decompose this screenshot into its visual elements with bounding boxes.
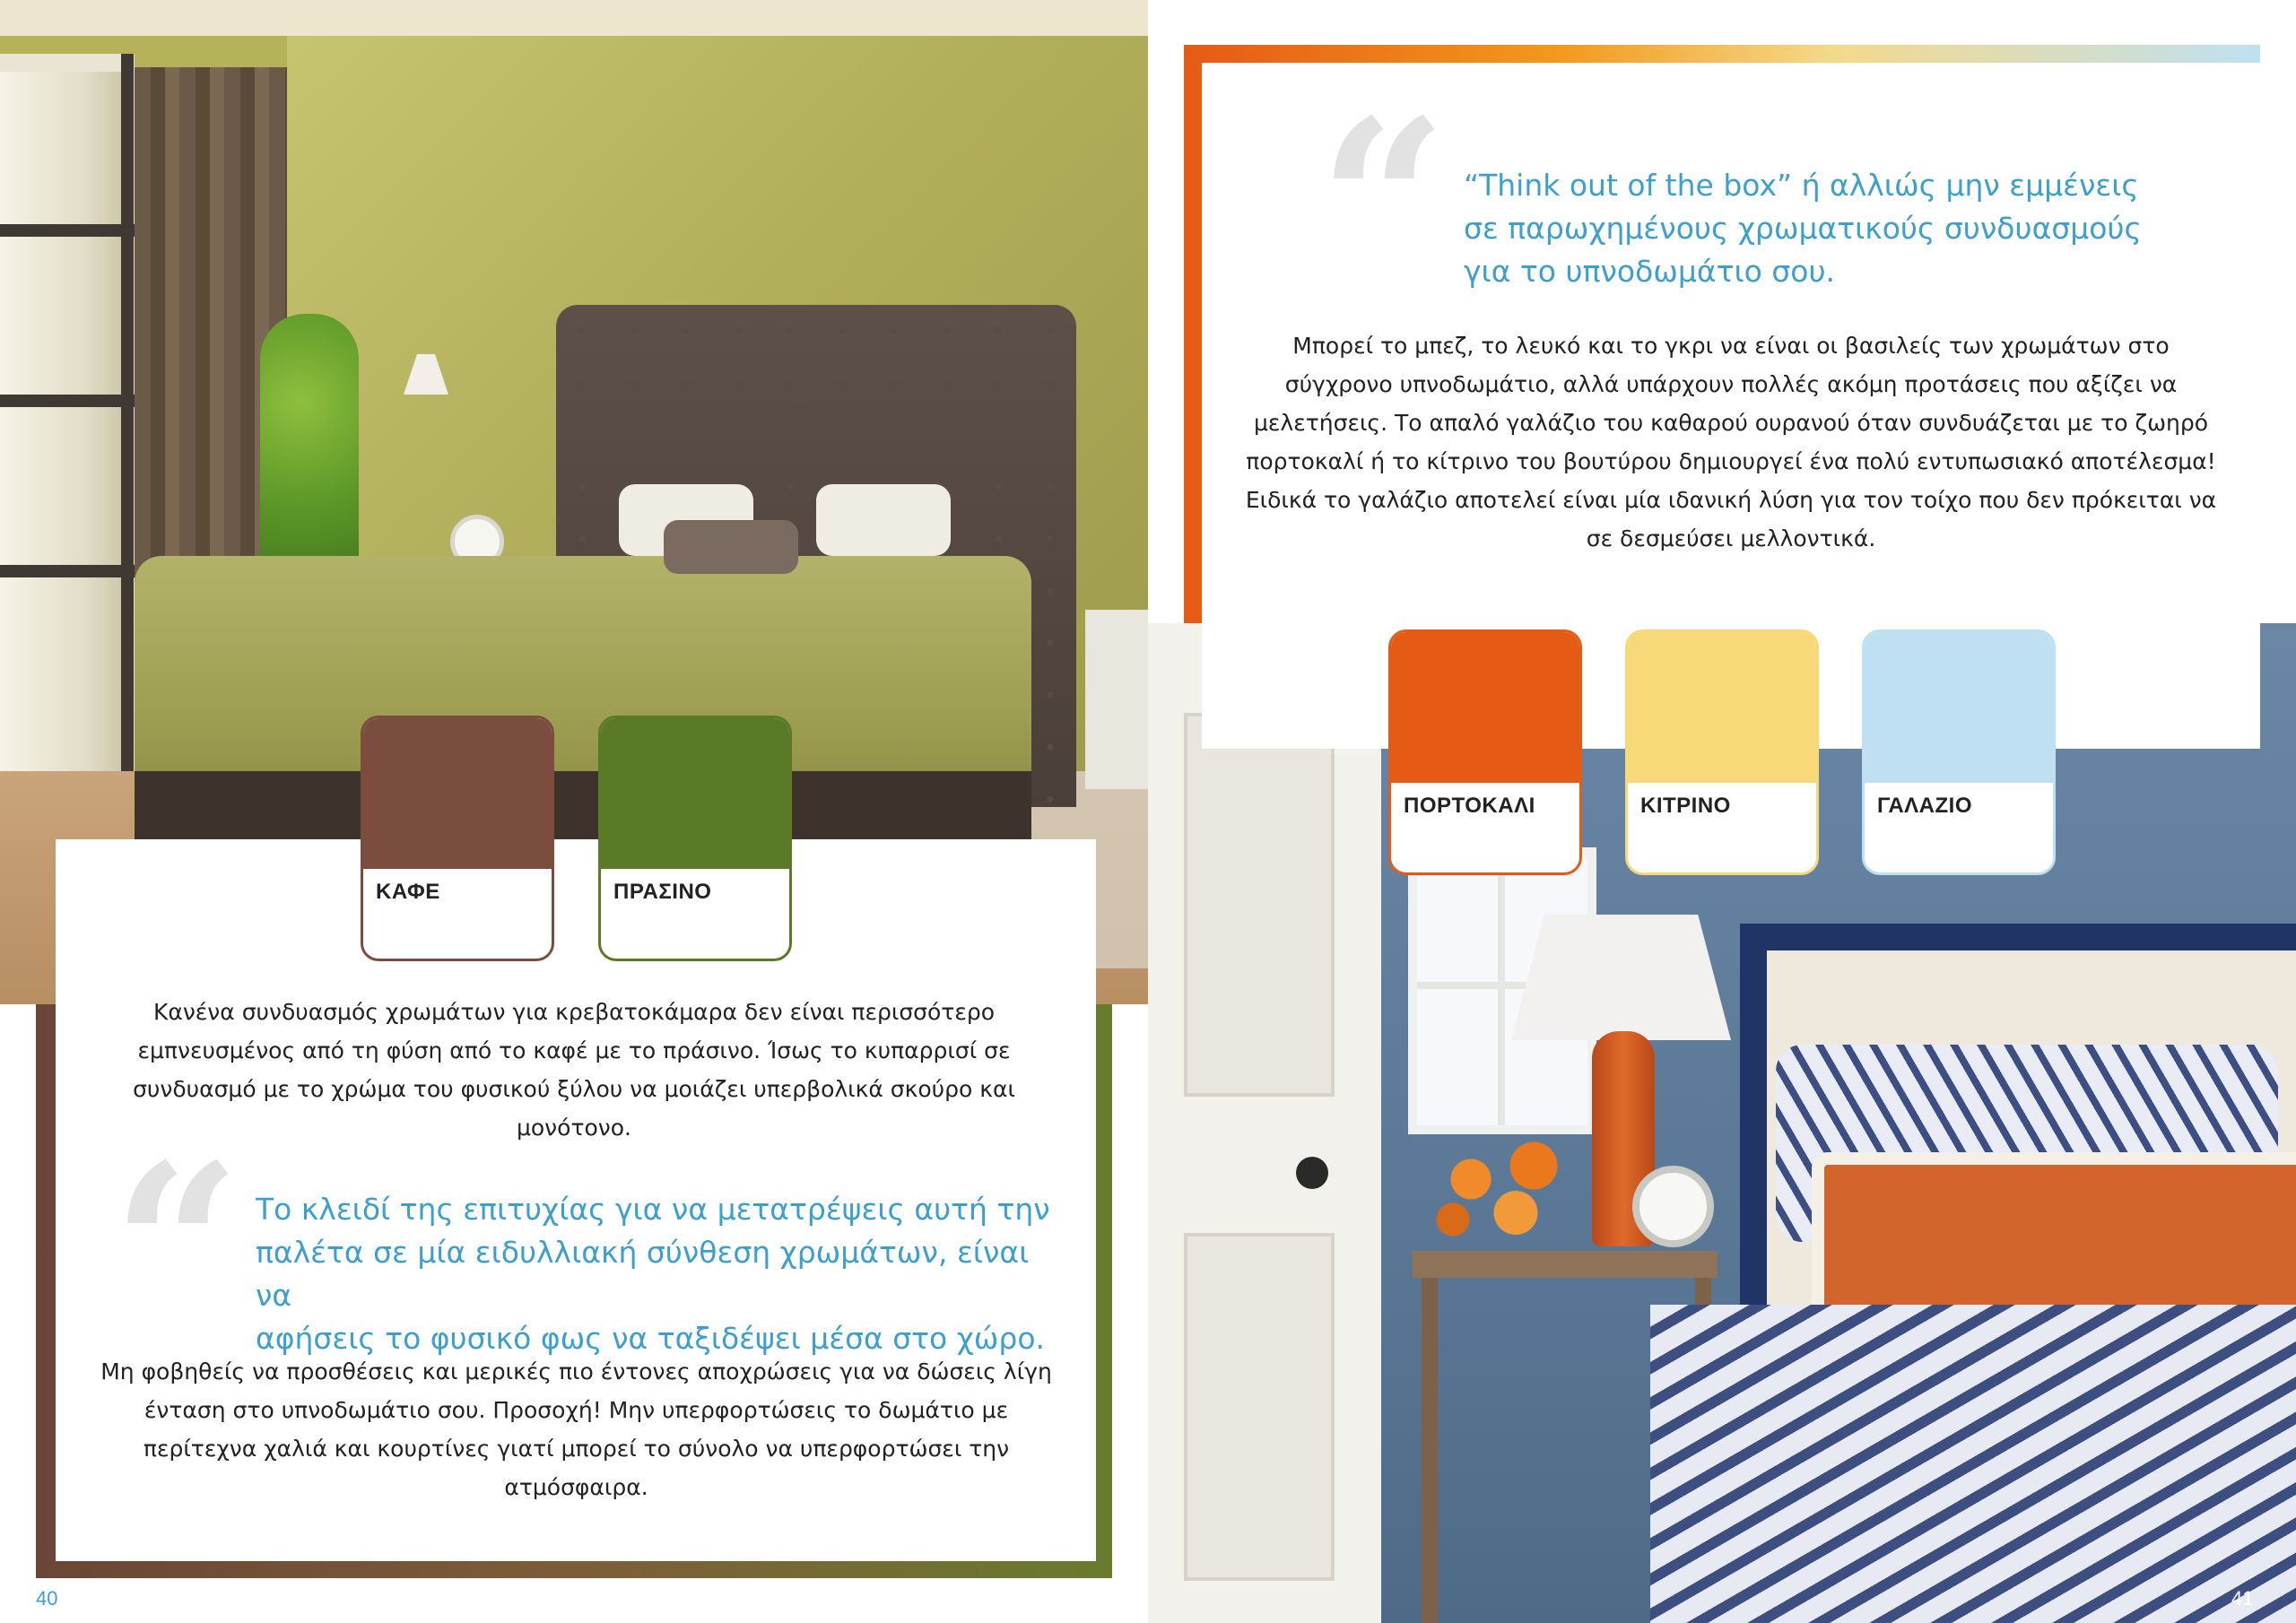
quote-line: “Think out of the box” ή αλλιώς μην εμμένεις (1464, 168, 2139, 203)
quote-line: παλέτα σε μία ειδυλλιακή σύνθεση χρωμάτων, είναι να (256, 1235, 1030, 1313)
swatch-label: ΚΑΦΕ (376, 880, 440, 904)
left-intro-text: Κανένα συνδυασμός χρωμάτων για κρεβατοκάμαρα δεν είναι περισσότερο εμπνευσμένος από τη φύση από το καφέ με το πράσινο. Ίσως το κυπαρρισί σε συνδυασμό με το χρώμα του φυσικού ξύλου να μοιάζει υπερβολικά σκούρο και μονότονο. (133, 999, 1015, 1141)
window-mullion (0, 224, 135, 237)
swatch-light-blue (1862, 629, 2056, 875)
swatch-color (1391, 632, 1579, 783)
quote-line: για το υπνοδωμάτιο σου. (1464, 254, 1836, 289)
swatch-yellow (1625, 629, 1819, 875)
swatch-label: ΠΟΡΤΟΚΑΛΙ (1404, 794, 1535, 818)
swatch-green (598, 716, 792, 961)
window-mullion (0, 565, 135, 577)
quote-line: Το κλειδί της επιτυχίας για να μετατρέψεις αυτή την (256, 1192, 1050, 1227)
left-quote (256, 1188, 1063, 1360)
swatch-color (363, 718, 552, 869)
door-panel (1184, 713, 1335, 1097)
pillow (816, 484, 951, 556)
table-leg (1422, 1278, 1438, 1623)
right-body-text: Μπορεί το μπεζ, το λευκό και το γκρι να είναι οι βασιλείς των χρωμάτων στο σύγχρονο υπνοδωμάτιο, αλλά υπάρχουν πολλές ακόμη προτάσεις που αξίζει να μελετήσεις. Το απαλό γαλάζιο του καθαρού ουρανού όταν συνδυάζεται με το ζωηρό πορτοκαλί ή το κίτρινο του βουτύρου δημιουργεί ένα πολύ εντυπωσιακό αποτέλεσμα! Ειδικά το γαλάζιο αποτελεί είναι μία ιδανική λύση για τον τοίχο που δεν πρόκειται να σε δεσμεύσει μελλοντικά. (1245, 333, 2217, 551)
door-panel (1184, 1233, 1335, 1581)
swatch-color (1865, 632, 2053, 783)
door-knob (1296, 1157, 1328, 1189)
swatch-label: ΠΡΑΣΙΝΟ (613, 880, 712, 904)
window-glass (0, 72, 121, 834)
page-number: 41 (2231, 1587, 2254, 1610)
window-mullion (0, 395, 135, 407)
swatch-label: ΓΑΛΑΖΙΟ (1877, 794, 1972, 818)
side-table (1413, 1251, 1718, 1278)
quote-mark-icon: “ (112, 1115, 241, 1378)
orange-flowers (1417, 1125, 1596, 1260)
swatch-color (601, 718, 789, 869)
quote-line: αφήσεις το φυσικό φως να ταξιδέψει μέσα στο χώρο. (256, 1321, 1046, 1356)
right-quote (1464, 164, 2217, 293)
table-clock (1632, 1166, 1714, 1247)
swatch-brown (361, 716, 554, 961)
ceiling (0, 0, 1148, 36)
pillow (664, 520, 798, 574)
swatch-label: ΚΙΤΡΙΝΟ (1640, 794, 1731, 818)
window-post (121, 54, 134, 834)
swatch-color (1628, 632, 1816, 783)
left-closing-text: Μη φοβηθείς να προσθέσεις και μερικές πιο έντονες αποχρώσεις για να δώσεις λίγη ένταση στο υπνοδωμάτιο σου. Προσοχή! Μην υπερφορτώσεις το δωμάτιο με περίτεχνα χαλιά και κουρτίνες γιατί μπορεί το σύνολο να υπερφορτώσει την ατμόσφαιρα. (100, 1358, 1052, 1500)
swatch-orange (1388, 629, 1582, 875)
pattern-duvet (1650, 1305, 2296, 1623)
window-bar (1498, 856, 1505, 1125)
nightstand (1085, 610, 1148, 789)
quote-mark-icon: “ (1318, 70, 1448, 334)
lampshade (1511, 915, 1731, 1040)
quote-line: σε παρωχημένους χρωματικούς συνδυασμούς (1464, 211, 2142, 246)
page-number: 40 (36, 1587, 58, 1610)
